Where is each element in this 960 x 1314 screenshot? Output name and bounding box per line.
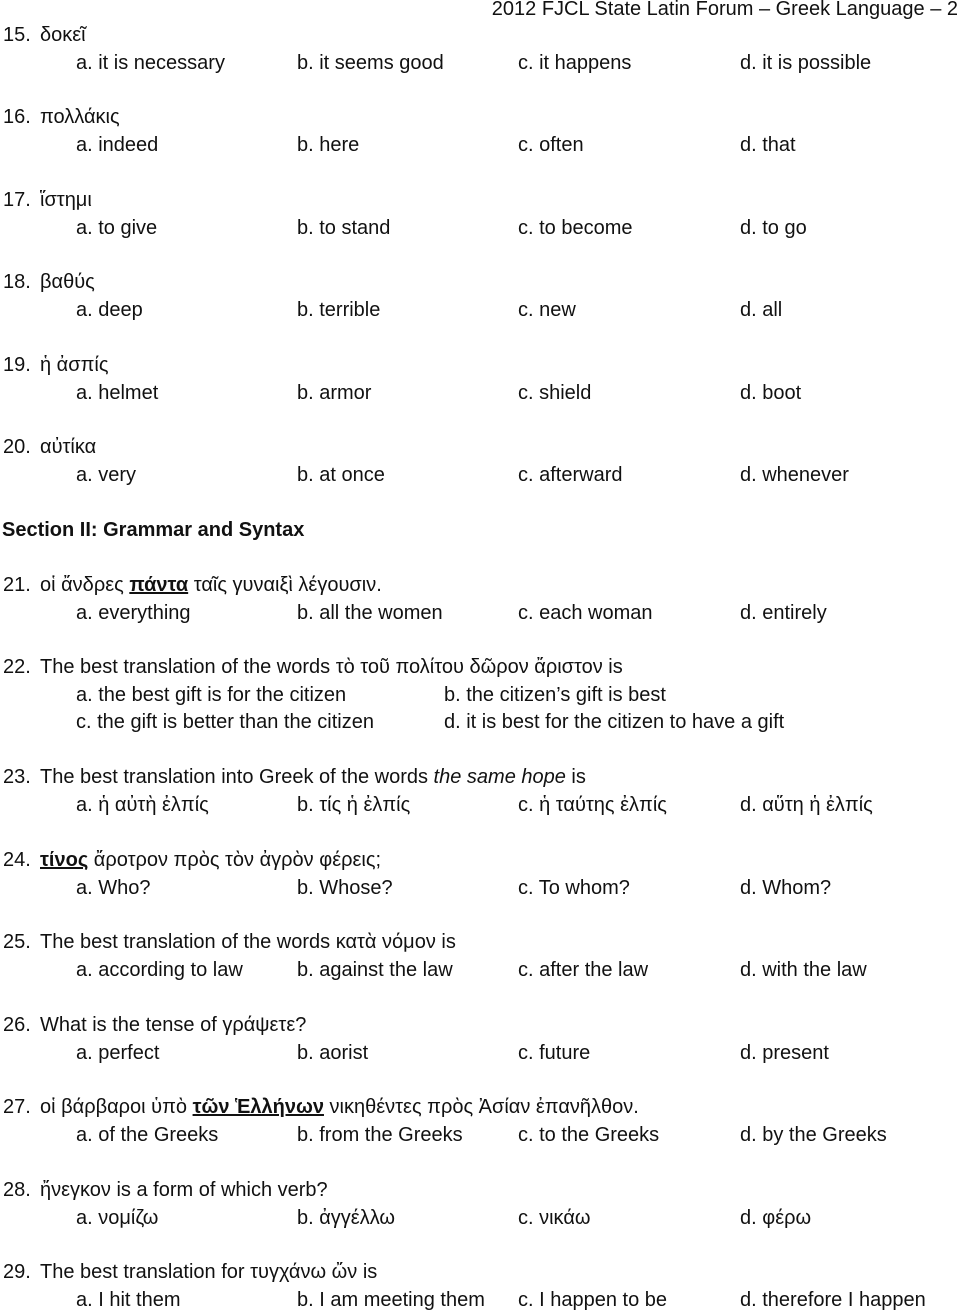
option-a: a. according to law bbox=[76, 958, 243, 981]
option-b: b. from the Greeks bbox=[297, 1123, 463, 1146]
option-d: d. Whom? bbox=[740, 876, 832, 899]
option-b: b. terrible bbox=[297, 298, 381, 321]
option-c: c. often bbox=[518, 133, 584, 156]
option-c: c. νικάω bbox=[518, 1206, 591, 1229]
section-heading: Section II: Grammar and Syntax bbox=[2, 519, 305, 541]
option-b: b. against the law bbox=[297, 958, 453, 981]
prompt-text-after: is bbox=[565, 766, 586, 788]
option-c: c. to the Greeks bbox=[518, 1123, 660, 1146]
option-a: a. νομίζω bbox=[76, 1206, 159, 1229]
option-d: d. present bbox=[740, 1041, 829, 1064]
question-number: 25. bbox=[3, 931, 31, 953]
option-c: c. ἡ ταύτης ἐλπίς bbox=[518, 793, 667, 816]
question-28 bbox=[0, 1177, 960, 1232]
option-c: c. the gift is better than the citizen bbox=[76, 711, 374, 733]
question-number: 22. bbox=[3, 656, 31, 678]
question-prompt: βαθύς bbox=[40, 271, 95, 293]
question-number: 15. bbox=[3, 24, 31, 46]
question-number: 21. bbox=[3, 574, 31, 596]
question-number: 24. bbox=[3, 849, 31, 871]
question-prompt: ἡ ἀσπίς bbox=[40, 354, 109, 376]
option-c: c. To whom? bbox=[518, 876, 630, 899]
underlined-word: τῶν Ἑλλήνων bbox=[192, 1096, 324, 1118]
option-c: c. after the law bbox=[518, 958, 649, 981]
option-c: c. I happen to be bbox=[518, 1288, 668, 1311]
question-prompt bbox=[40, 1094, 639, 1122]
option-b: b. Whose? bbox=[297, 876, 393, 899]
page-header: 2012 FJCL State Latin Forum – Greek Language – 2 bbox=[491, 0, 958, 20]
prompt-text-before: The best translation into Greek of the words bbox=[40, 766, 434, 788]
question-number: 28. bbox=[3, 1179, 31, 1201]
option-a: a. of the Greeks bbox=[76, 1123, 219, 1146]
question-prompt: δοκεῖ bbox=[40, 24, 86, 46]
question-prompt bbox=[40, 764, 586, 792]
option-c: c. each woman bbox=[518, 601, 653, 624]
question-27 bbox=[0, 1094, 960, 1149]
question-number: 18. bbox=[3, 271, 31, 293]
option-a: a. deep bbox=[76, 298, 143, 321]
option-b: b. armor bbox=[297, 381, 372, 404]
option-a: a. everything bbox=[76, 601, 191, 624]
underlined-word: πάντα bbox=[129, 574, 189, 596]
option-b: b. here bbox=[297, 133, 360, 156]
question-prompt: What is the tense of γράψετε? bbox=[40, 1014, 307, 1036]
prompt-text-after: ταῖς γυναιξὶ λέγουσιν. bbox=[188, 574, 382, 596]
prompt-text-after: ἄροτρον πρὸς τὸν ἀγρὸν φέρεις; bbox=[88, 849, 382, 871]
question-19 bbox=[0, 352, 960, 407]
option-b: b. all the women bbox=[297, 601, 443, 624]
question-prompt bbox=[40, 847, 381, 875]
question-20 bbox=[0, 434, 960, 489]
option-b: b. to stand bbox=[297, 216, 391, 239]
question-number: 29. bbox=[3, 1261, 31, 1283]
prompt-text-before: οἱ ἄνδρες bbox=[40, 574, 130, 596]
option-b: b. it seems good bbox=[297, 51, 444, 74]
question-18 bbox=[0, 269, 960, 324]
italic-phrase: the same hope bbox=[433, 766, 566, 788]
question-prompt: The best translation of the words τὸ τοῦ πολίτου δῶρον ἄριστον is bbox=[40, 656, 623, 678]
option-a: a. to give bbox=[76, 216, 158, 239]
option-c: c. future bbox=[518, 1041, 591, 1064]
option-d: d. all bbox=[740, 298, 783, 321]
option-d: d. that bbox=[740, 133, 796, 156]
option-a: a. ἡ αὐτὴ ἐλπίς bbox=[76, 793, 209, 816]
question-22 bbox=[0, 654, 960, 737]
question-prompt: ἵστημι bbox=[40, 189, 92, 211]
option-d: d. entirely bbox=[740, 601, 827, 624]
question-prompt: πολλάκις bbox=[40, 106, 120, 128]
prompt-text-before: οἱ βάρβαροι ὑπὸ bbox=[40, 1096, 193, 1118]
option-d: d. αὕτη ἡ ἐλπίς bbox=[740, 793, 873, 816]
option-a: a. the best gift is for the citizen bbox=[76, 683, 347, 706]
option-a: a. it is necessary bbox=[76, 51, 225, 74]
question-26 bbox=[0, 1012, 960, 1067]
option-d: d. φέρω bbox=[740, 1206, 812, 1229]
question-number: 26. bbox=[3, 1014, 31, 1036]
option-b: b. at once bbox=[297, 463, 385, 486]
option-b: b. ἀγγέλλω bbox=[297, 1206, 396, 1229]
question-25 bbox=[0, 929, 960, 984]
question-29 bbox=[0, 1259, 960, 1314]
option-c: c. to become bbox=[518, 216, 633, 239]
question-21 bbox=[0, 572, 960, 627]
prompt-text-after: νικηθέντες πρὸς Ἀσίαν ἐπανῆλθον. bbox=[323, 1096, 639, 1118]
option-a: a. perfect bbox=[76, 1041, 160, 1064]
option-d: d. it is best for the citizen to have a gift bbox=[444, 711, 785, 733]
option-d: d. with the law bbox=[740, 958, 867, 981]
option-a: a. very bbox=[76, 463, 137, 486]
question-prompt bbox=[40, 572, 382, 600]
question-16 bbox=[0, 104, 960, 159]
question-prompt: αὐτίκα bbox=[40, 436, 97, 458]
option-d: d. it is possible bbox=[740, 51, 872, 74]
option-b: b. the citizen’s gift is best bbox=[444, 683, 666, 706]
option-a: a. indeed bbox=[76, 133, 159, 156]
question-number: 20. bbox=[3, 436, 31, 458]
question-17 bbox=[0, 187, 960, 242]
question-number: 23. bbox=[3, 766, 31, 788]
option-b: b. aorist bbox=[297, 1041, 369, 1064]
option-a: a. Who? bbox=[76, 876, 151, 899]
option-a: a. helmet bbox=[76, 381, 159, 404]
question-number: 16. bbox=[3, 106, 31, 128]
question-prompt: The best translation for τυγχάνω ὤν is bbox=[40, 1261, 378, 1283]
option-c: c. new bbox=[518, 298, 576, 321]
question-number: 19. bbox=[3, 354, 31, 376]
option-d: d. by the Greeks bbox=[740, 1123, 887, 1146]
option-a: a. I hit them bbox=[76, 1288, 181, 1311]
question-15 bbox=[0, 22, 960, 77]
option-c: c. afterward bbox=[518, 463, 623, 486]
option-c: c. it happens bbox=[518, 51, 632, 74]
question-prompt: The best translation of the words κατὰ νόμον is bbox=[40, 931, 456, 953]
underlined-word: τίνος bbox=[40, 849, 89, 871]
option-b: b. I am meeting them bbox=[297, 1288, 485, 1311]
option-d: d. boot bbox=[740, 381, 802, 404]
option-c: c. shield bbox=[518, 381, 592, 404]
question-prompt: ἤνεγκον is a form of which verb? bbox=[40, 1179, 328, 1201]
question-23 bbox=[0, 764, 960, 819]
question-number: 27. bbox=[3, 1096, 31, 1118]
option-d: d. whenever bbox=[740, 463, 849, 486]
option-d: d. to go bbox=[740, 216, 807, 239]
option-d: d. therefore I happen bbox=[740, 1288, 926, 1311]
question-24 bbox=[0, 847, 960, 902]
option-b: b. τίς ἡ ἐλπίς bbox=[297, 793, 411, 816]
question-number: 17. bbox=[3, 189, 31, 211]
